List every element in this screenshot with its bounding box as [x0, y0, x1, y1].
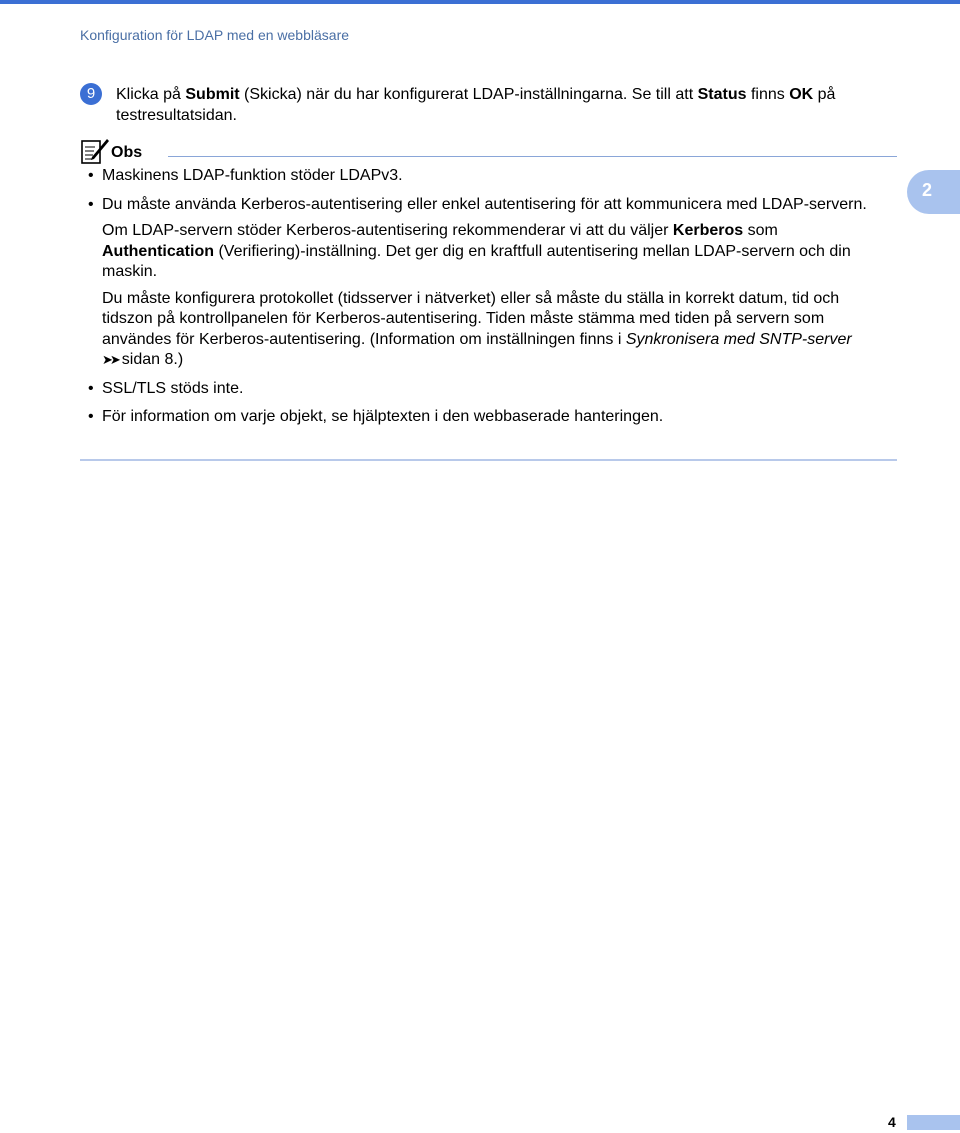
page-reference-arrow-icon: ➤➤ — [102, 352, 118, 367]
kerberos-paragraph — [102, 221, 867, 283]
bullet-marker: • — [88, 408, 94, 425]
chapter-tab — [907, 170, 960, 214]
running-header: Konfiguration för LDAP med en webbläsare — [80, 27, 350, 43]
note-bullet — [88, 379, 898, 400]
para-text: sidan 8.) — [121, 351, 184, 368]
time-sync-paragraph — [102, 289, 867, 371]
step-text-part: finns — [746, 86, 790, 103]
para-text: (Verifiering)-inställning. Det ger dig en kraftfull autentisering mellan LDAP-servern och din maskin. — [102, 242, 851, 280]
note-bullet — [88, 195, 867, 371]
note-bullet — [88, 166, 898, 187]
bullet-marker: • — [88, 167, 94, 184]
bullet-marker: • — [88, 379, 94, 397]
note-body — [88, 166, 898, 428]
step-text-part: Klicka på — [116, 86, 186, 103]
bullet-text: SSL/TLS stöds inte. — [102, 379, 244, 397]
sntp-reference-link[interactable]: Synkronisera med SNTP-server — [625, 330, 852, 348]
page-number: 4 — [888, 1114, 896, 1130]
kerberos-term: Kerberos — [672, 222, 744, 239]
para-text: Du måste konfigurera protokollet (tidsserver i nätverket) eller så måste du ställa in korrekt datum, tid och tidszon på kontrollpanelen för Kerberos-autentisering. Tiden måste stämma med tiden på servern som användes för Kerberos-autentisering. (Information om inställningen finns i — [102, 289, 840, 348]
chapter-number: 2 — [922, 180, 933, 200]
bullet-text: Maskinens LDAP-funktion stöder LDAPv3. — [102, 167, 403, 184]
status-term: Status — [697, 86, 747, 103]
step-text-part: (Skicka) när du har konfigurerat LDAP-inställningarna. Se till att — [239, 86, 698, 103]
note-title: Obs — [111, 144, 143, 161]
pencil-note-icon — [80, 135, 110, 165]
bullet-text: För information om varje objekt, se hjälptexten i den webbaserade hanteringen. — [102, 408, 664, 425]
step-number-badge: 9 — [80, 83, 102, 105]
submit-term: Submit — [185, 86, 240, 103]
note-bottom-rule — [80, 459, 897, 461]
note-bullet — [88, 407, 898, 428]
top-accent-rule — [0, 0, 960, 4]
bullet-text: Du måste använda Kerberos-autentisering eller enkel autentisering för att kommunicera med LDAP-servern. — [102, 195, 867, 213]
para-text: som — [743, 222, 778, 239]
authentication-term: Authentication — [102, 242, 214, 260]
note-top-rule — [168, 156, 897, 157]
ok-term: OK — [789, 86, 814, 103]
para-text: Om LDAP-servern stöder Kerberos-autentisering rekommenderar vi att du väljer — [102, 222, 673, 239]
step-text-part: på testresultatsidan. — [116, 86, 836, 124]
bullet-marker: • — [88, 195, 94, 213]
step-instruction — [116, 84, 906, 126]
footer-tab — [907, 1115, 960, 1130]
